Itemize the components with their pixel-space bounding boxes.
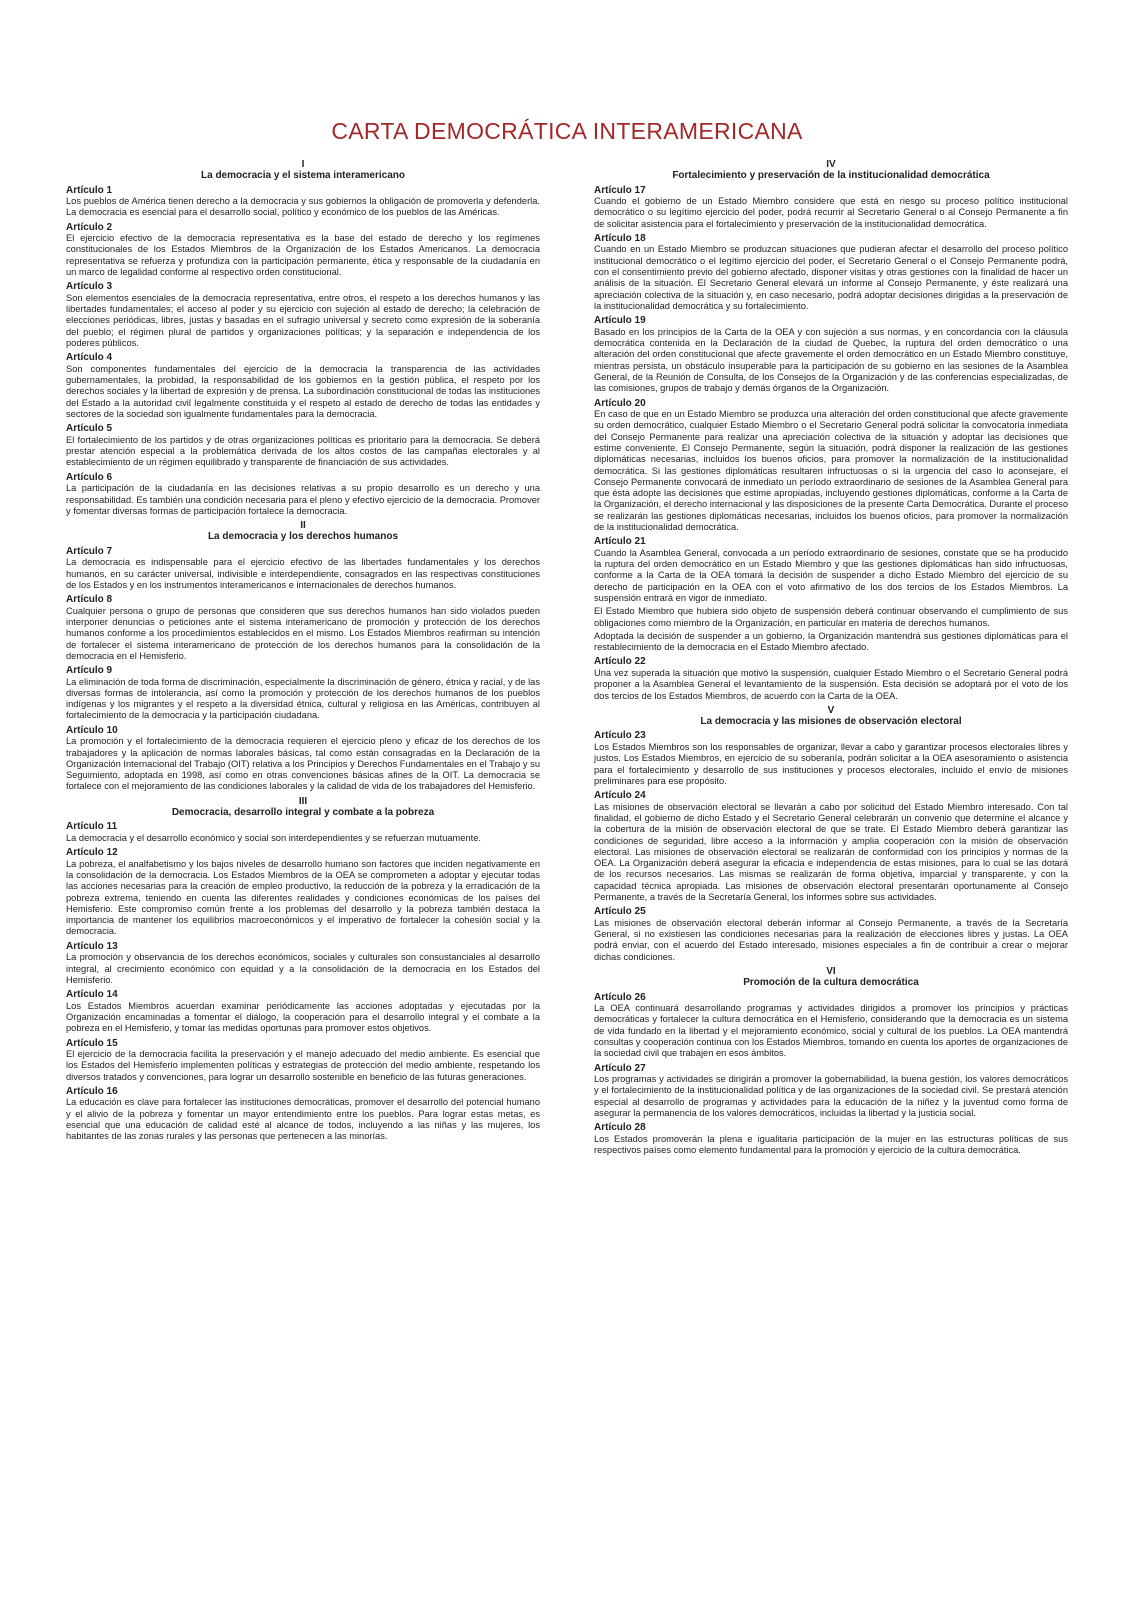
article-paragraph: La eliminación de toda forma de discriminación, especialmente la discriminación de género, étnica y racial, y de las diversas formas de intolerancia, así como la promoción y protección de los derechos humanos de los pueblos indígenas y los migrantes y el respeto a la diversidad étnica, cultural y religiosa en las Américas, contribuyen al fortalecimiento de la democracia y la participación ciudadana. (66, 676, 540, 721)
article-paragraph: La democracia es indispensable para el ejercicio efectivo de las libertades fundamentales y los derechos humanos, en su carácter universal, indivisible e interdependiente, consagrados en las respectivas constituciones de los Estados y en los instrumentos interamericanos e internacionales de derechos humanos. (66, 557, 540, 590)
article (594, 790, 1068, 903)
article-paragraph: El Estado Miembro que hubiera sido objeto de suspensión deberá continuar observando el cumplimiento de sus obligaciones como miembro de la Organización, en particular en materia de derechos humanos. (594, 606, 1068, 628)
chapter-number: V (827, 704, 835, 716)
article-paragraph: La participación de la ciudadanía en las decisiones relativas a su propio desarrollo es un derecho y una responsabilidad. Es también una condición necesaria para el pleno y efectivo ejercicio de la democracia. Promover y fomentar diversas formas de participación fortalece la democracia. (66, 483, 540, 516)
article-paragraph: Las misiones de observación electoral se llevarán a cabo por solicitud del Estado Miembro interesado. Con tal finalidad, el gobierno de dicho Estado y el Secretario General celebrarán un convenio que determine el alcance y la cobertura de la misión de observación electoral de que se trate. El Estado Miembro deberá garantizar las condiciones de seguridad, libre acceso a la información y amplia cooperación con la misión de observación electoral. Las misiones de observación electoral se realizarán de conformidad con los principios y normas de la OEA. La Organización deberá asegurar la eficacia e independencia de estas misiones, para lo cual se las dotará de los recursos necesarios. Las mismas se realizarán de forma objetiva, imparcial y transparente, y con la capacidad técnica apropiada. Las misiones de observación electoral presentarán oportunamente al Consejo Permanente, a través de la Secretaría General, los informes sobre sus actividades. (594, 801, 1068, 903)
article (594, 1063, 1068, 1120)
article-paragraph: La democracia y el desarrollo económico y social son interdependientes y se refuerzan mutuamente. (66, 832, 481, 843)
article (594, 536, 1068, 653)
article-title: Artículo 9 (66, 665, 113, 677)
article-title: Artículo 24 (594, 790, 646, 802)
chapter-heading (66, 159, 540, 182)
chapter-title: La democracia y los derechos humanos (207, 531, 399, 543)
article-paragraph: El ejercicio efectivo de la democracia representativa es la base del estado de derecho y los regímenes constitucionales de los Estados Miembros de la Organización de los Estados Americanos. La democracia representativa se refuerza y profundiza con la participación permanente, ética y responsable de la ciudadanía en un marco de legalidad conforme al respectivo orden constitucional. (66, 233, 540, 278)
article (594, 398, 1068, 534)
article-title: Artículo 14 (66, 989, 118, 1001)
article-paragraph: Los programas y actividades se dirigirán a promover la gobernabilidad, la buena gestión, los valores democráticos y el fortalecimiento de la institucionalidad política y de las organizaciones de la sociedad civil. Se prestará atención especial al desarrollo de programas y actividades para la educación de la niñez y la juventud como forma de asegurar la permanencia de los valores democráticos, incluidas la libertad y la justicia social. (594, 1074, 1068, 1118)
article-title: Artículo 11 (66, 821, 118, 833)
article (66, 1086, 540, 1143)
article-title: Artículo 15 (66, 1037, 118, 1049)
article (66, 546, 540, 591)
chapter-title: Fortalecimiento y preservación de la institucionalidad democrática (672, 170, 990, 182)
article-paragraph: Cuando el gobierno de un Estado Miembro considere que está en riesgo su proceso político institucional democrático o su legítimo ejercicio del poder, podrá recurrir al Secretario General o al Consejo Permanente a fin de solicitar asistencia para el fortalecimiento y preservación de la institucionalidad democrática. (594, 196, 1068, 229)
article-paragraph: Las misiones de observación electoral deberán informar al Consejo Permanente, a través de la Secretaría General, si no existiesen las condiciones necesarias para la realización de elecciones libres y justas. La OEA podrá enviar, con el acuerdo del Estado interesado, misiones especiales a fin de contribuir a crear o mejorar dichas condiciones. (594, 917, 1068, 962)
article-paragraph: Los Estados promoverán la plena e igualitaria participación de la mujer en las estructuras políticas de sus respectivos países como elemento fundamental para la promoción y ejercicio de la cultura democrática. (594, 1133, 1068, 1156)
article (66, 594, 540, 662)
article-paragraph: Cuando la Asamblea General, convocada a un período extraordinario de sesiones, constate que se ha producido la ruptura del orden democrático en un Estado Miembro y que las gestiones diplomáticas han sido infructuosas, conforme a la Carta de la OEA tomará la decisión de suspender a dicho Estado Miembro del ejercicio de su derecho de participación en la OEA con el voto afirmativo de los dos tercios de los Estados Miembros. La suspensión entrará en vigor de inmediato. (594, 547, 1068, 603)
article (594, 315, 1068, 394)
article (66, 423, 540, 468)
chapter-number: VI (826, 966, 836, 978)
left-column (66, 159, 540, 1159)
article-paragraph: El fortalecimiento de los partidos y de otras organizaciones políticas es prioritario para la democracia. Se deberá prestar atención especial a la problemática derivada de los altos costos de las campañas electorales y al establecimiento de un régimen equilibrado y transparente de financiación de sus actividades. (66, 434, 540, 468)
article-paragraph: Son componentes fundamentales del ejercicio de la democracia la transparencia de las actividades gubernamentales, la probidad, la responsabilidad de los gobiernos en la gestión pública, el respeto por los derechos sociales y la libertad de expresión y de prensa. La subordinación constitucional de todas las instituciones del Estado a la autoridad civil legalmente constituida y el respeto al estado de derecho de todas las entidades y sectores de la sociedad son igualmente fundamentales para la democracia. (66, 363, 540, 420)
chapter-heading (66, 796, 540, 819)
article-title: Artículo 26 (594, 991, 646, 1003)
article (66, 821, 540, 844)
article-paragraph: El ejercicio de la democracia facilita la preservación y el manejo adecuado del medio ambiente. Es esencial que los Estados del Hemisferio implementen políticas y estrategias de protección del medio ambiente, respetando los diversos tratados y convenciones, para lograr un desarrollo sostenible en beneficio de las futuras generaciones. (66, 1049, 540, 1082)
article (594, 233, 1068, 312)
chapter-heading (66, 520, 540, 543)
article-title: Artículo 7 (66, 545, 113, 557)
chapter-number: IV (826, 159, 836, 170)
article (66, 847, 540, 938)
article-title: Artículo 16 (66, 1085, 118, 1097)
article (594, 906, 1068, 963)
article-title: Artículo 20 (594, 397, 646, 409)
chapter-title: La democracia y las misiones de observación electoral (700, 716, 962, 728)
article-title: Artículo 17 (594, 184, 646, 196)
article (594, 656, 1068, 701)
chapter-title: La democracia y el sistema interamericano (201, 170, 405, 182)
article (594, 992, 1068, 1060)
chapter-heading (594, 159, 1068, 182)
article-title: Artículo 13 (66, 940, 118, 952)
article-title: Artículo 3 (66, 281, 113, 293)
article-paragraph: Cuando en un Estado Miembro se produzcan situaciones que pudieran afectar el desarrollo del proceso político institucional democrático o el legítimo ejercicio del poder, el Secretario General o el Consejo Permanente podrá, con el consentimiento previo del gobierno afectado, disponer visitas y otras gestiones con la finalidad de hacer un análisis de la situación. El Secretario General elevará un informe al Consejo Permanente, y éste realizará una apreciación colectiva de la situación y, en caso necesario, podrá adoptar decisiones dirigidas a la preservación de la institucionalidad democrática y su fortalecimiento. (594, 244, 1068, 311)
article-title: Artículo 22 (594, 656, 646, 668)
chapter-number: II (300, 520, 306, 532)
article (66, 352, 540, 420)
article (66, 941, 540, 986)
chapter-number: I (301, 159, 305, 170)
article-title: Artículo 5 (66, 423, 113, 435)
article-title: Artículo 25 (594, 906, 646, 918)
article (594, 185, 1068, 230)
chapter-title: Promoción de la cultura democrática (743, 977, 919, 989)
article-title: Artículo 4 (66, 352, 113, 364)
article (594, 1122, 1068, 1156)
article-paragraph: La promoción y el fortalecimiento de la democracia requieren el ejercicio pleno y eficaz de los derechos de los trabajadores y la aplicación de normas laborales básicas, tal como están consagradas en la Declaración de la Organización Internacional del Trabajo (OIT) relativa a los Principios y Derechos Fundamentales en el Trabajo y su Seguimiento, adoptada en 1998, así como en otras convenciones básicas afines de la OIT. La democracia se fortalece con el mejoramiento de las condiciones laborales y la calidad de vida de los trabajadores del Hemisferio. (66, 736, 540, 792)
article-paragraph: Los Estados Miembros son los responsables de organizar, llevar a cabo y garantizar procesos electorales libres y justos. Los Estados Miembros, en ejercicio de su soberanía, podrán solicitar a la OEA asesoramiento o asistencia para el fortalecimiento y desarrollo de sus instituciones y procesos electorales, incluido el envío de misiones preliminares para ese propósito. (594, 741, 1068, 786)
article-paragraph: La OEA continuará desarrollando programas y actividades dirigidos a promover los principios y prácticas democráticas y fortalecer la cultura democrática en el Hemisferio, considerando que la democracia es un sistema de vida fundado en la libertad y el mejoramiento económico, social y cultural de los pueblos. La OEA mantendrá consultas y cooperación continua con los Estados Miembros, tomando en cuenta los aportes de organizaciones de la sociedad civil que trabajen en esos ámbitos. (594, 1003, 1068, 1059)
columns (66, 159, 1068, 1159)
article-paragraph: En caso de que en un Estado Miembro se produzca una alteración del orden constitucional que afecte gravemente su orden democrático, cualquier Estado Miembro o el Secretario General podrá solicitar la convocatoria inmediata del Consejo Permanente para realizar una apreciación colectiva de la situación y adoptar las decisiones que estime conveniente. El Consejo Permanente, según la situación, podrá disponer la realización de las gestiones diplomáticas necesarias, incluidos los buenos oficios, para promover la normalización de la institucionalidad democrática. Si las gestiones diplomáticas resultaren infructuosas o si la urgencia del caso lo aconsejare, el Consejo Permanente convocará de inmediato un período extraordinario de sesiones de la Asamblea General para que ésta adopte las decisiones que estime apropiadas, incluyendo gestiones diplomáticas, conforme a la Carta de la Organización, el derecho internacional y las disposiciones de la presente Carta Democrática. Durante el proceso se realizarán las gestiones diplomáticas necesarias, incluidos los buenos oficios, para promover la normalización de la institucionalidad democrática. (594, 409, 1068, 533)
article-paragraph: Son elementos esenciales de la democracia representativa, entre otros, el respeto a los derechos humanos y las libertades fundamentales; el acceso al poder y su ejercicio con sujeción al estado de derecho; la celebración de elecciones periódicas, libres, justas y basadas en el sufragio universal y secreto como expresión de la soberanía del pueblo; el régimen plural de partidos y organizaciones políticas; y la separación e independencia de los poderes públicos. (66, 292, 540, 349)
article-title: Artículo 18 (594, 232, 646, 244)
article (66, 281, 540, 349)
article-title: Artículo 10 (66, 724, 118, 736)
chapter-heading (594, 705, 1068, 728)
article-paragraph: Los pueblos de América tienen derecho a la democracia y sus gobiernos la obligación de promoverla y defenderla. La democracia es esencial para el desarrollo social, político y económico de los pueblos de las Américas. (66, 196, 540, 218)
article (66, 1038, 540, 1083)
article-paragraph: La promoción y observancia de los derechos económicos, sociales y culturales son consustanciales al desarrollo integral, al crecimiento económico con equidad y a la consolidación de la democracia en los Estados del Hemisferio. (66, 952, 540, 985)
article (66, 472, 540, 517)
article (66, 665, 540, 722)
article-title: Artículo 21 (594, 536, 646, 548)
right-column (594, 159, 1068, 1159)
article-title: Artículo 12 (66, 847, 118, 859)
article (594, 730, 1068, 787)
article-paragraph: Cualquier persona o grupo de personas que consideren que sus derechos humanos han sido violados pueden interponer denuncias o peticiones ante el sistema interamericano de promoción y protección de los derechos humanos conforme a los procedimientos establecidos en el mismo. Los Estados Miembros reafirman su intención de fortalecer el sistema interamericano de protección de los derechos humanos para la consolidación de la democracia en el Hemisferio. (66, 605, 540, 661)
article-paragraph: Adoptada la decisión de suspender a un gobierno, la Organización mantendrá sus gestiones diplomáticas para el restablecimiento de la democracia en el Estado Miembro afectado. (594, 630, 1068, 653)
article (66, 222, 540, 279)
article-title: Artículo 8 (66, 594, 113, 606)
article-paragraph: La pobreza, el analfabetismo y los bajos niveles de desarrollo humano son factores que inciden negativamente en la consolidación de la democracia. Los Estados Miembros de la OEA se comprometen a adoptar y ejecutar todas las acciones necesarias para la creación de empleo productivo, la reducción de la pobreza y la erradicación de la pobreza extrema, teniendo en cuenta las diferentes realidades y condiciones económicas de los países del Hemisferio. Este compromiso común frente a los problemas del desarrollo y la pobreza también destaca la importancia de mantener los equilibrios macroeconómicos y el imperativo de fortalecer la cohesión social y la democracia. (66, 858, 540, 937)
article-title: Artículo 19 (594, 315, 646, 327)
document-title: CARTA DEMOCRÁTICA INTERAMERICANA (331, 118, 803, 144)
article-title: Artículo 28 (594, 1122, 646, 1134)
chapter-title: Democracia, desarrollo integral y combate a la pobreza (171, 807, 435, 819)
chapter-number: III (298, 795, 308, 807)
article-paragraph: Una vez superada la situación que motivó la suspensión, cualquier Estado Miembro o el Secretario General podrá proponer a la Asamblea General el levantamiento de la suspensión. Esta decisión se adoptará por el voto de los dos tercios de los Estados Miembros, de acuerdo con la Carta de la OEA. (594, 667, 1068, 701)
article-title: Artículo 23 (594, 730, 646, 742)
article (66, 989, 540, 1034)
article (66, 185, 540, 219)
article-title: Artículo 27 (594, 1062, 646, 1074)
article (66, 725, 540, 793)
article-paragraph: Los Estados Miembros acuerdan examinar periódicamente las acciones adoptadas y ejecutadas por la Organización encaminadas a fomentar el diálogo, la cooperación para el desarrollo integral y el combate a la pobreza en el Hemisferio, y tomar las medidas oportunas para promover estos objetivos. (66, 1000, 540, 1034)
article-title: Artículo 6 (66, 471, 113, 483)
article-title: Artículo 2 (66, 221, 113, 233)
chapter-heading (594, 966, 1068, 989)
article-title: Artículo 1 (66, 184, 113, 196)
article-paragraph: Basado en los principios de la Carta de la OEA y con sujeción a sus normas, y en concordancia con la cláusula democrática contenida en la Declaración de la ciudad de Quebec, la ruptura del orden democrático o una alteración del orden constitucional que afecte gravemente el orden democrático en un Estado Miembro constituye, mientras persista, un obstáculo insuperable para la participación de su gobierno en las sesiones de la Asamblea General, de la Reunión de Consulta, de los Consejos de la Organización y de las conferencias especializadas, de las comisiones, grupos de trabajo y demás órganos de la Organización. (594, 326, 1068, 394)
article-paragraph: La educación es clave para fortalecer las instituciones democráticas, promover el desarrollo del potencial humano y el alivio de la pobreza y fomentar un mayor entendimiento entre los pueblos. Para lograr estas metas, es esencial que una educación de calidad esté al alcance de todos, incluyendo a las niñas y las mujeres, los habitantes de las zonas rurales y las personas que pertenecen a las minorías. (66, 1097, 540, 1142)
